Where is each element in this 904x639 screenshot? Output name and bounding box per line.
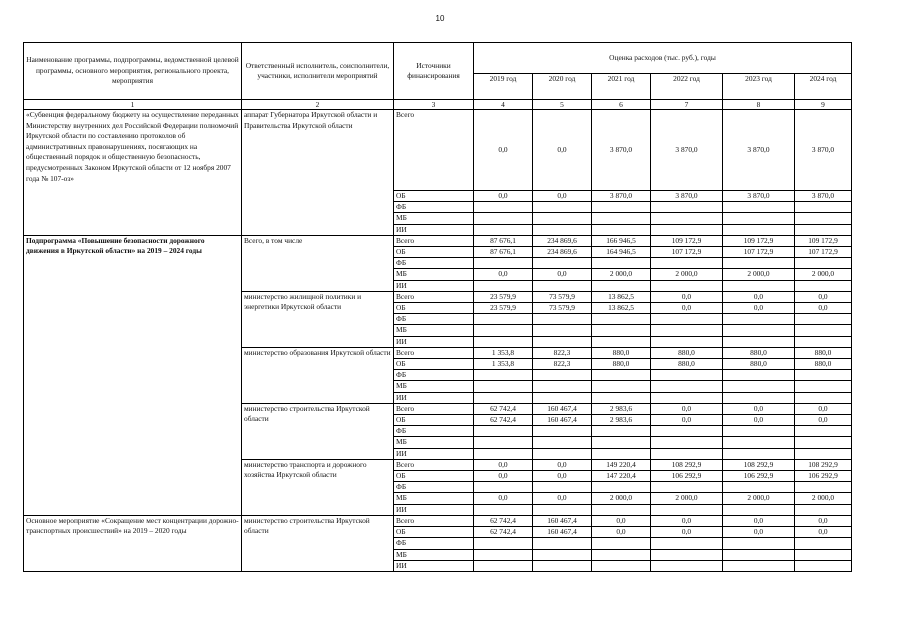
expense-value: 880,0 — [723, 359, 795, 370]
expense-value — [723, 482, 795, 493]
expense-value — [592, 448, 651, 459]
expense-value: 0,0 — [651, 291, 723, 302]
expense-value: 147 220,4 — [592, 471, 651, 482]
expense-value: 0,0 — [474, 269, 533, 280]
funding-source: МБ — [394, 493, 474, 504]
expense-value — [533, 336, 592, 347]
expense-value — [651, 381, 723, 392]
expense-value — [651, 314, 723, 325]
column-number: 8 — [723, 100, 795, 110]
expense-value — [651, 504, 723, 515]
expense-value — [592, 258, 651, 269]
header-year: 2024 год — [795, 74, 852, 100]
expense-value — [723, 314, 795, 325]
expense-value — [533, 482, 592, 493]
expense-value: 880,0 — [795, 359, 852, 370]
table-row — [24, 110, 852, 191]
expense-value — [651, 538, 723, 549]
expense-value: 880,0 — [651, 347, 723, 358]
expense-value: 62 742,4 — [474, 527, 533, 538]
program-name: Основное мероприятие «Сокращение мест концентрации дорожно-транспортных происшествий» на 2019 – 2020 годы — [24, 515, 242, 571]
expense-value: 62 742,4 — [474, 515, 533, 526]
expense-value: 0,0 — [723, 303, 795, 314]
expense-value — [651, 325, 723, 336]
expense-value — [474, 370, 533, 381]
expense-value: 108 292,9 — [723, 459, 795, 470]
expense-value: 160 467,4 — [533, 415, 592, 426]
expense-value: 106 292,9 — [795, 471, 852, 482]
column-number: 7 — [651, 100, 723, 110]
expense-value — [533, 325, 592, 336]
expense-value: 0,0 — [474, 493, 533, 504]
expense-value — [723, 370, 795, 381]
funding-source: ОБ — [394, 415, 474, 426]
funding-source: МБ — [394, 213, 474, 224]
expense-value: 880,0 — [795, 347, 852, 358]
funding-source: ИИ — [394, 392, 474, 403]
expense-value — [651, 560, 723, 571]
expense-value: 106 292,9 — [651, 471, 723, 482]
expense-value: 160 467,4 — [533, 403, 592, 414]
expense-value: 2 000,0 — [651, 493, 723, 504]
header-col-executor: Ответственный исполнитель, соисполнители, участники, исполнители мероприятий — [242, 43, 394, 100]
expense-value — [533, 381, 592, 392]
header-year: 2019 год — [474, 74, 533, 100]
funding-source: Всего — [394, 347, 474, 358]
funding-source: ОБ — [394, 471, 474, 482]
expense-value — [795, 549, 852, 560]
expense-value: 3 870,0 — [723, 191, 795, 202]
expense-value — [533, 538, 592, 549]
expense-value — [474, 314, 533, 325]
expense-value — [651, 448, 723, 459]
program-name: Подпрограмма «Повышение безопасности дорожного движения в Иркутской области» на 2019 – 2024 годы — [24, 235, 242, 515]
expense-value: 160 467,4 — [533, 527, 592, 538]
expense-value — [795, 392, 852, 403]
expense-value — [723, 325, 795, 336]
expense-value — [795, 448, 852, 459]
expense-value: 0,0 — [795, 415, 852, 426]
column-number: 3 — [394, 100, 474, 110]
expense-value: 0,0 — [474, 471, 533, 482]
expense-value — [795, 325, 852, 336]
expense-value: 0,0 — [533, 269, 592, 280]
expense-value — [651, 482, 723, 493]
expense-value — [592, 549, 651, 560]
expense-value: 880,0 — [723, 347, 795, 358]
expense-value — [651, 202, 723, 213]
expense-value — [474, 538, 533, 549]
program-name: «Субвенция федеральному бюджету на осуществление переданных Министерству внутренних дел Российской Федерации полномочий Иркутской области по составлению протоколов об административных правонарушениях, посягающих на общественный порядок и общественную безопасность, предусмотренных Законом Иркутской области от 12 ноября 2007 года № 107-оз» — [24, 110, 242, 236]
expense-value — [592, 538, 651, 549]
expense-value — [474, 448, 533, 459]
expense-value — [533, 426, 592, 437]
expense-value — [795, 336, 852, 347]
expense-value — [651, 280, 723, 291]
executor-name: министерство транспорта и дорожного хозяйства Иркутской области — [242, 459, 394, 515]
funding-source: Всего — [394, 515, 474, 526]
expense-value: 0,0 — [533, 471, 592, 482]
expense-value: 13 862,5 — [592, 303, 651, 314]
expense-value — [592, 336, 651, 347]
column-number: 9 — [795, 100, 852, 110]
expense-value: 109 172,9 — [795, 235, 852, 246]
funding-source: ФБ — [394, 482, 474, 493]
funding-source: Всего — [394, 459, 474, 470]
expense-value — [795, 213, 852, 224]
header-year: 2022 год — [651, 74, 723, 100]
expense-value: 0,0 — [651, 415, 723, 426]
expense-value: 880,0 — [592, 359, 651, 370]
expense-value — [592, 224, 651, 235]
column-number: 2 — [242, 100, 394, 110]
expense-value — [474, 202, 533, 213]
expense-value — [651, 549, 723, 560]
expense-value: 3 870,0 — [795, 110, 852, 191]
expense-value — [723, 336, 795, 347]
expense-value: 108 292,9 — [651, 459, 723, 470]
expense-value — [474, 336, 533, 347]
expense-value: 2 983,6 — [592, 415, 651, 426]
expense-value — [651, 213, 723, 224]
executor-name: аппарат Губернатора Иркутской области и Правительства Иркутской области — [242, 110, 394, 236]
funding-source: МБ — [394, 549, 474, 560]
expense-value — [795, 560, 852, 571]
expense-value — [533, 549, 592, 560]
expense-value — [533, 224, 592, 235]
expense-value — [795, 314, 852, 325]
funding-source: ОБ — [394, 303, 474, 314]
expense-value — [795, 202, 852, 213]
expense-value: 2 000,0 — [723, 493, 795, 504]
funding-source: МБ — [394, 269, 474, 280]
executor-name: Всего, в том числе — [242, 235, 394, 291]
funding-source: Всего — [394, 403, 474, 414]
executor-name: министерство жилищной политики и энергетики Иркутской области — [242, 291, 394, 347]
column-number: 4 — [474, 100, 533, 110]
expense-value — [723, 538, 795, 549]
expense-value — [592, 280, 651, 291]
expense-value: 23 579,9 — [474, 291, 533, 302]
expense-value — [474, 504, 533, 515]
expense-value — [723, 560, 795, 571]
expense-value — [592, 392, 651, 403]
expense-value: 2 000,0 — [795, 493, 852, 504]
expense-value — [795, 538, 852, 549]
expense-value: 0,0 — [723, 291, 795, 302]
expense-value: 234 869,6 — [533, 247, 592, 258]
funding-source: ФБ — [394, 314, 474, 325]
funding-source: Всего — [394, 235, 474, 246]
expense-value — [592, 426, 651, 437]
expense-value: 3 870,0 — [592, 191, 651, 202]
expense-value — [795, 280, 852, 291]
header-col-source: Источники финансирования — [394, 43, 474, 100]
funding-source: ФБ — [394, 258, 474, 269]
expense-value — [533, 202, 592, 213]
funding-source: Всего — [394, 110, 474, 191]
expense-value — [592, 504, 651, 515]
expense-value: 0,0 — [723, 415, 795, 426]
expense-value: 0,0 — [723, 403, 795, 414]
expense-value: 13 862,5 — [592, 291, 651, 302]
column-number: 6 — [592, 100, 651, 110]
funding-source: ОБ — [394, 247, 474, 258]
expense-value: 87 676,1 — [474, 247, 533, 258]
page-number: 10 — [435, 14, 445, 23]
expense-value — [651, 437, 723, 448]
header-expense-group: Оценка расходов (тыс. руб.), годы — [474, 43, 852, 74]
expense-value — [474, 224, 533, 235]
expense-value: 3 870,0 — [651, 110, 723, 191]
funding-source: ФБ — [394, 202, 474, 213]
table-row — [24, 235, 852, 246]
expense-value — [592, 314, 651, 325]
expense-value — [651, 336, 723, 347]
expense-value — [795, 437, 852, 448]
expense-value: 0,0 — [474, 191, 533, 202]
expense-value — [533, 437, 592, 448]
expense-value: 2 000,0 — [795, 269, 852, 280]
expense-value — [533, 504, 592, 515]
expense-value — [723, 437, 795, 448]
funding-source: ФБ — [394, 538, 474, 549]
expense-value — [474, 482, 533, 493]
expense-value: 1 353,8 — [474, 359, 533, 370]
expense-value — [533, 280, 592, 291]
column-number: 5 — [533, 100, 592, 110]
expense-value: 2 000,0 — [592, 493, 651, 504]
expense-value — [474, 437, 533, 448]
expense-value: 0,0 — [592, 515, 651, 526]
expense-value — [723, 258, 795, 269]
expense-value: 0,0 — [533, 493, 592, 504]
expense-value: 2 000,0 — [651, 269, 723, 280]
expense-value — [795, 504, 852, 515]
expense-value: 0,0 — [533, 110, 592, 191]
expense-value: 0,0 — [533, 191, 592, 202]
expense-value — [474, 258, 533, 269]
expense-value: 107 172,9 — [723, 247, 795, 258]
expense-value — [723, 202, 795, 213]
expense-value: 0,0 — [651, 403, 723, 414]
expense-value: 73 579,9 — [533, 291, 592, 302]
funding-source: ИИ — [394, 224, 474, 235]
table-row — [24, 515, 852, 526]
expense-value — [651, 426, 723, 437]
expense-value: 109 172,9 — [651, 235, 723, 246]
expense-value: 0,0 — [795, 527, 852, 538]
expense-value: 166 946,5 — [592, 235, 651, 246]
expense-value — [474, 280, 533, 291]
funding-source: МБ — [394, 325, 474, 336]
funding-source: ОБ — [394, 527, 474, 538]
expense-value — [795, 258, 852, 269]
expense-value: 87 676,1 — [474, 235, 533, 246]
expense-value — [533, 370, 592, 381]
funding-source: Всего — [394, 291, 474, 302]
expense-value: 107 172,9 — [795, 247, 852, 258]
expense-value — [533, 258, 592, 269]
funding-source: ОБ — [394, 359, 474, 370]
expense-table — [23, 42, 852, 572]
expense-value: 0,0 — [533, 459, 592, 470]
executor-name: министерство строительства Иркутской области — [242, 515, 394, 571]
expense-value — [474, 213, 533, 224]
expense-value — [795, 426, 852, 437]
expense-value — [592, 381, 651, 392]
expense-value: 822,3 — [533, 347, 592, 358]
expense-value: 73 579,9 — [533, 303, 592, 314]
expense-value — [592, 325, 651, 336]
expense-value — [592, 370, 651, 381]
expense-value: 3 870,0 — [592, 110, 651, 191]
expense-value — [723, 280, 795, 291]
funding-source: ИИ — [394, 280, 474, 291]
funding-source: ФБ — [394, 370, 474, 381]
expense-value — [723, 213, 795, 224]
expense-value: 822,3 — [533, 359, 592, 370]
expense-value — [474, 392, 533, 403]
expense-value — [533, 448, 592, 459]
expense-value: 107 172,9 — [651, 247, 723, 258]
executor-name: министерство образования Иркутской области — [242, 347, 394, 403]
expense-value — [795, 370, 852, 381]
expense-value — [592, 482, 651, 493]
funding-source: ФБ — [394, 426, 474, 437]
funding-source: МБ — [394, 437, 474, 448]
expense-value: 0,0 — [651, 303, 723, 314]
executor-name: министерство строительства Иркутской области — [242, 403, 394, 459]
expense-value: 108 292,9 — [795, 459, 852, 470]
expense-value — [474, 549, 533, 560]
expense-value — [723, 549, 795, 560]
expense-value — [723, 224, 795, 235]
expense-value: 62 742,4 — [474, 415, 533, 426]
expense-value: 62 742,4 — [474, 403, 533, 414]
header-year: 2021 год — [592, 74, 651, 100]
expense-value: 3 870,0 — [795, 191, 852, 202]
expense-value: 0,0 — [795, 291, 852, 302]
expense-value — [651, 224, 723, 235]
column-number: 1 — [24, 100, 242, 110]
expense-value — [474, 325, 533, 336]
funding-source: МБ — [394, 381, 474, 392]
expense-value: 2 000,0 — [592, 269, 651, 280]
expense-value — [651, 258, 723, 269]
funding-source: ИИ — [394, 448, 474, 459]
expense-value: 164 946,5 — [592, 247, 651, 258]
expense-value — [592, 202, 651, 213]
expense-value: 0,0 — [474, 459, 533, 470]
expense-value — [651, 392, 723, 403]
expense-value: 106 292,9 — [723, 471, 795, 482]
expense-value: 0,0 — [795, 403, 852, 414]
funding-source: ОБ — [394, 191, 474, 202]
expense-value: 0,0 — [795, 515, 852, 526]
expense-value — [533, 314, 592, 325]
expense-value — [474, 381, 533, 392]
expense-value: 109 172,9 — [723, 235, 795, 246]
expense-value — [592, 560, 651, 571]
funding-source: ИИ — [394, 560, 474, 571]
expense-value — [723, 426, 795, 437]
expense-value: 149 220,4 — [592, 459, 651, 470]
expense-value — [795, 381, 852, 392]
expense-value: 0,0 — [723, 515, 795, 526]
expense-value: 0,0 — [651, 527, 723, 538]
expense-value: 3 870,0 — [723, 110, 795, 191]
expense-value — [533, 392, 592, 403]
expense-value — [592, 437, 651, 448]
expense-value — [651, 370, 723, 381]
expense-value: 2 000,0 — [723, 269, 795, 280]
expense-value — [723, 448, 795, 459]
expense-value: 3 870,0 — [651, 191, 723, 202]
expense-value — [723, 504, 795, 515]
expense-value — [533, 213, 592, 224]
expense-value: 234 869,6 — [533, 235, 592, 246]
expense-value — [723, 392, 795, 403]
header-year: 2020 год — [533, 74, 592, 100]
expense-value: 0,0 — [723, 527, 795, 538]
expense-value: 0,0 — [474, 110, 533, 191]
expense-value — [533, 560, 592, 571]
funding-source: ИИ — [394, 504, 474, 515]
expense-value: 1 353,8 — [474, 347, 533, 358]
funding-source: ИИ — [394, 336, 474, 347]
expense-value — [474, 560, 533, 571]
expense-value: 23 579,9 — [474, 303, 533, 314]
expense-value: 0,0 — [592, 527, 651, 538]
expense-value: 2 983,6 — [592, 403, 651, 414]
expense-value: 160 467,4 — [533, 515, 592, 526]
expense-value: 880,0 — [592, 347, 651, 358]
expense-value — [723, 381, 795, 392]
expense-value: 0,0 — [795, 303, 852, 314]
expense-value — [592, 213, 651, 224]
expense-value — [474, 426, 533, 437]
expense-value: 880,0 — [651, 359, 723, 370]
expense-value — [795, 224, 852, 235]
expense-value — [795, 482, 852, 493]
header-year: 2023 год — [723, 74, 795, 100]
expense-value: 0,0 — [651, 515, 723, 526]
header-col-name: Наименование программы, подпрограммы, ведомственной целевой программы, основного мероприятия, регионального проекта, мероприятия — [24, 43, 242, 100]
